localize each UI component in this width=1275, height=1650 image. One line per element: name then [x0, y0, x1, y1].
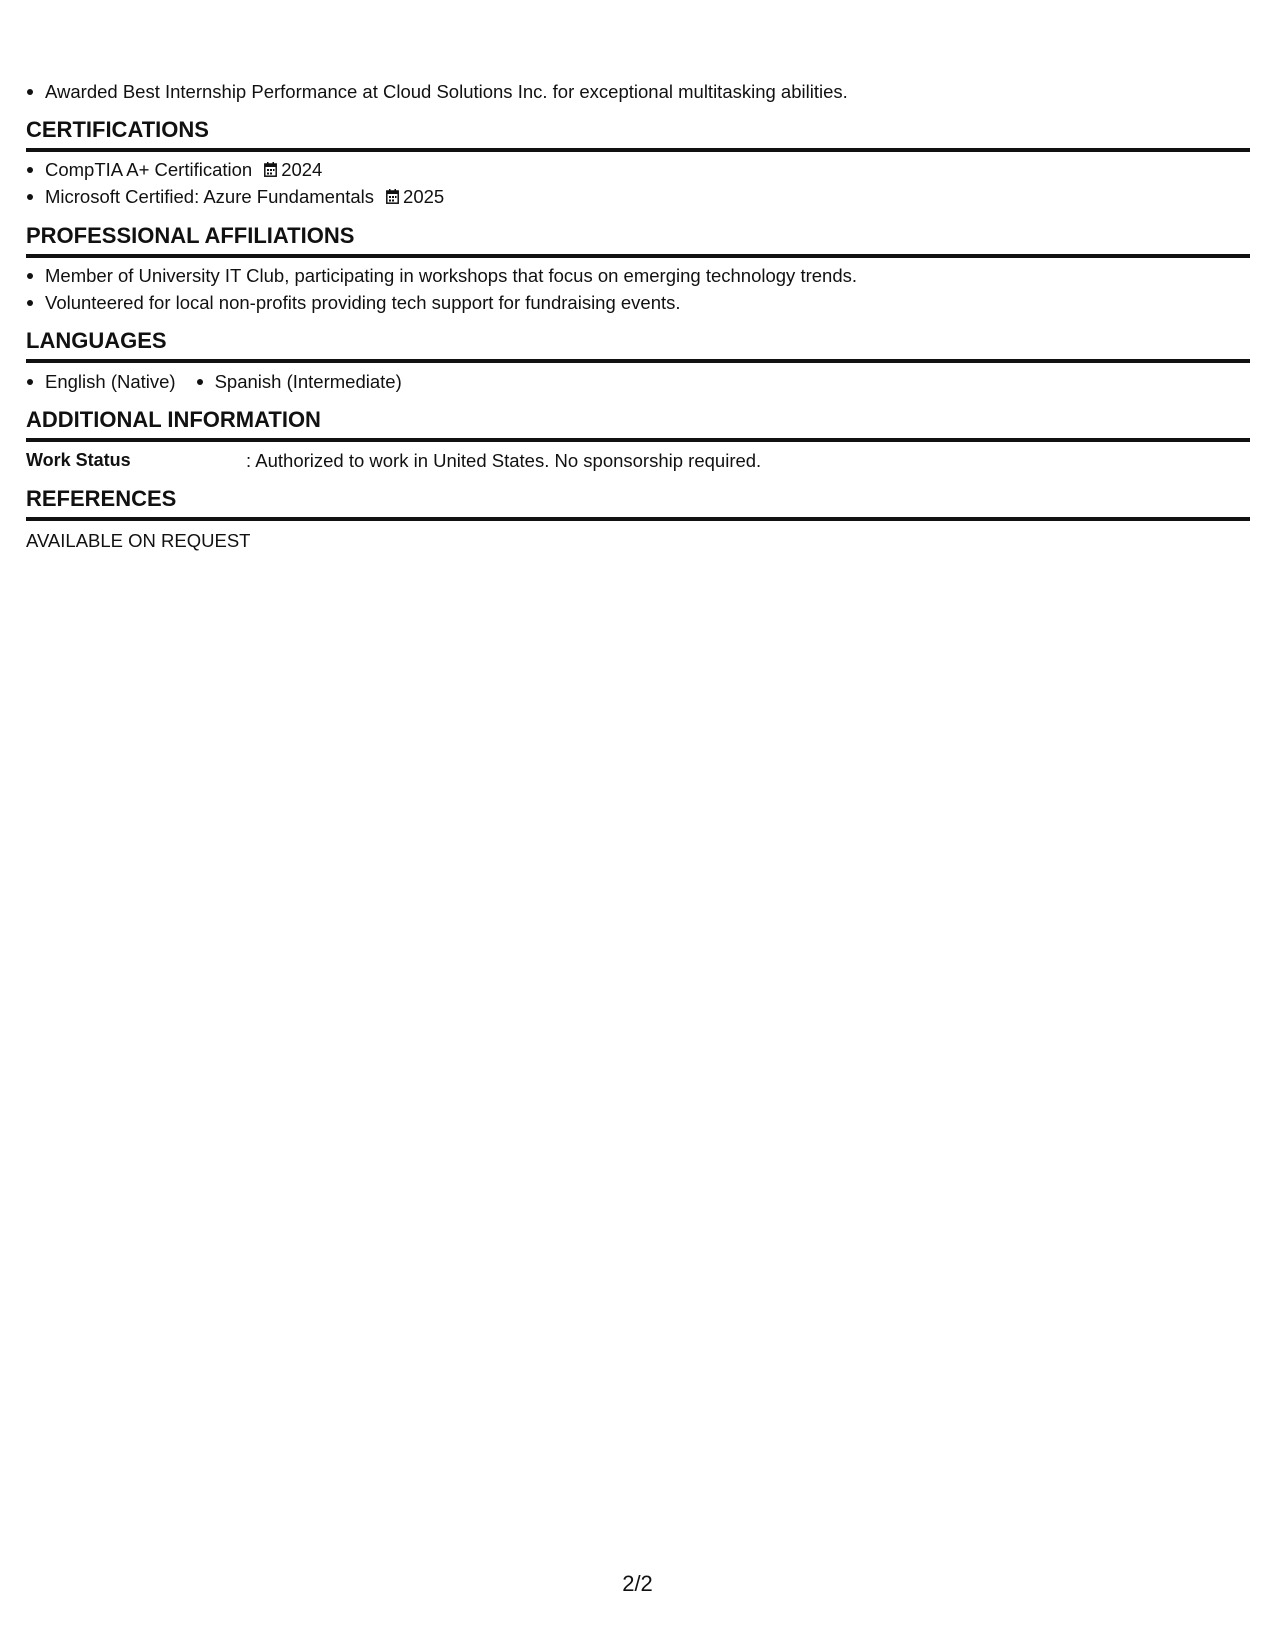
- work-status-label: Work Status: [26, 450, 131, 470]
- certification-year: 2024: [281, 159, 323, 180]
- certification-name: Microsoft Certified: Azure Fundamentals: [45, 186, 375, 207]
- certifications-heading: CERTIFICATIONS: [26, 116, 1250, 152]
- languages-heading: LANGUAGES: [26, 327, 1250, 363]
- affiliations-heading: PROFESSIONAL AFFILIATIONS: [26, 222, 1250, 258]
- additional-info-section: [26, 406, 1250, 474]
- languages-section: [26, 327, 1250, 395]
- references-text: AVAILABLE ON REQUEST: [26, 530, 251, 551]
- languages-list: [26, 368, 1250, 395]
- calendar-icon: [264, 162, 277, 177]
- affiliation-item: Member of University IT Club, participating in workshops that focus on emerging technology trends.: [26, 262, 1250, 289]
- certification-item: [26, 183, 1250, 210]
- language-item: Spanish (Intermediate): [196, 368, 402, 395]
- work-status-value: : Authorized to work in United States. No sponsorship required.: [246, 450, 762, 471]
- certifications-list: [26, 156, 1250, 210]
- affiliations-list: [26, 262, 1250, 316]
- certification-item: [26, 156, 1250, 183]
- page-number: 2/2: [622, 1571, 653, 1596]
- certifications-section: [26, 116, 1250, 210]
- award-item: Awarded Best Internship Performance at Cloud Solutions Inc. for exceptional multitasking abilities.: [26, 78, 848, 105]
- awards-list: [26, 78, 848, 105]
- affiliation-item: Volunteered for local non-profits providing tech support for fundraising events.: [26, 289, 1250, 316]
- work-status-row: [26, 447, 1250, 474]
- references-heading: REFERENCES: [26, 485, 1250, 521]
- affiliations-section: [26, 222, 1250, 316]
- calendar-icon: [386, 189, 399, 204]
- language-item: English (Native): [26, 368, 176, 395]
- certification-name: CompTIA A+ Certification: [45, 159, 253, 180]
- certification-year: 2025: [403, 186, 445, 207]
- additional-info-heading: ADDITIONAL INFORMATION: [26, 406, 1250, 442]
- references-section: [26, 485, 1250, 554]
